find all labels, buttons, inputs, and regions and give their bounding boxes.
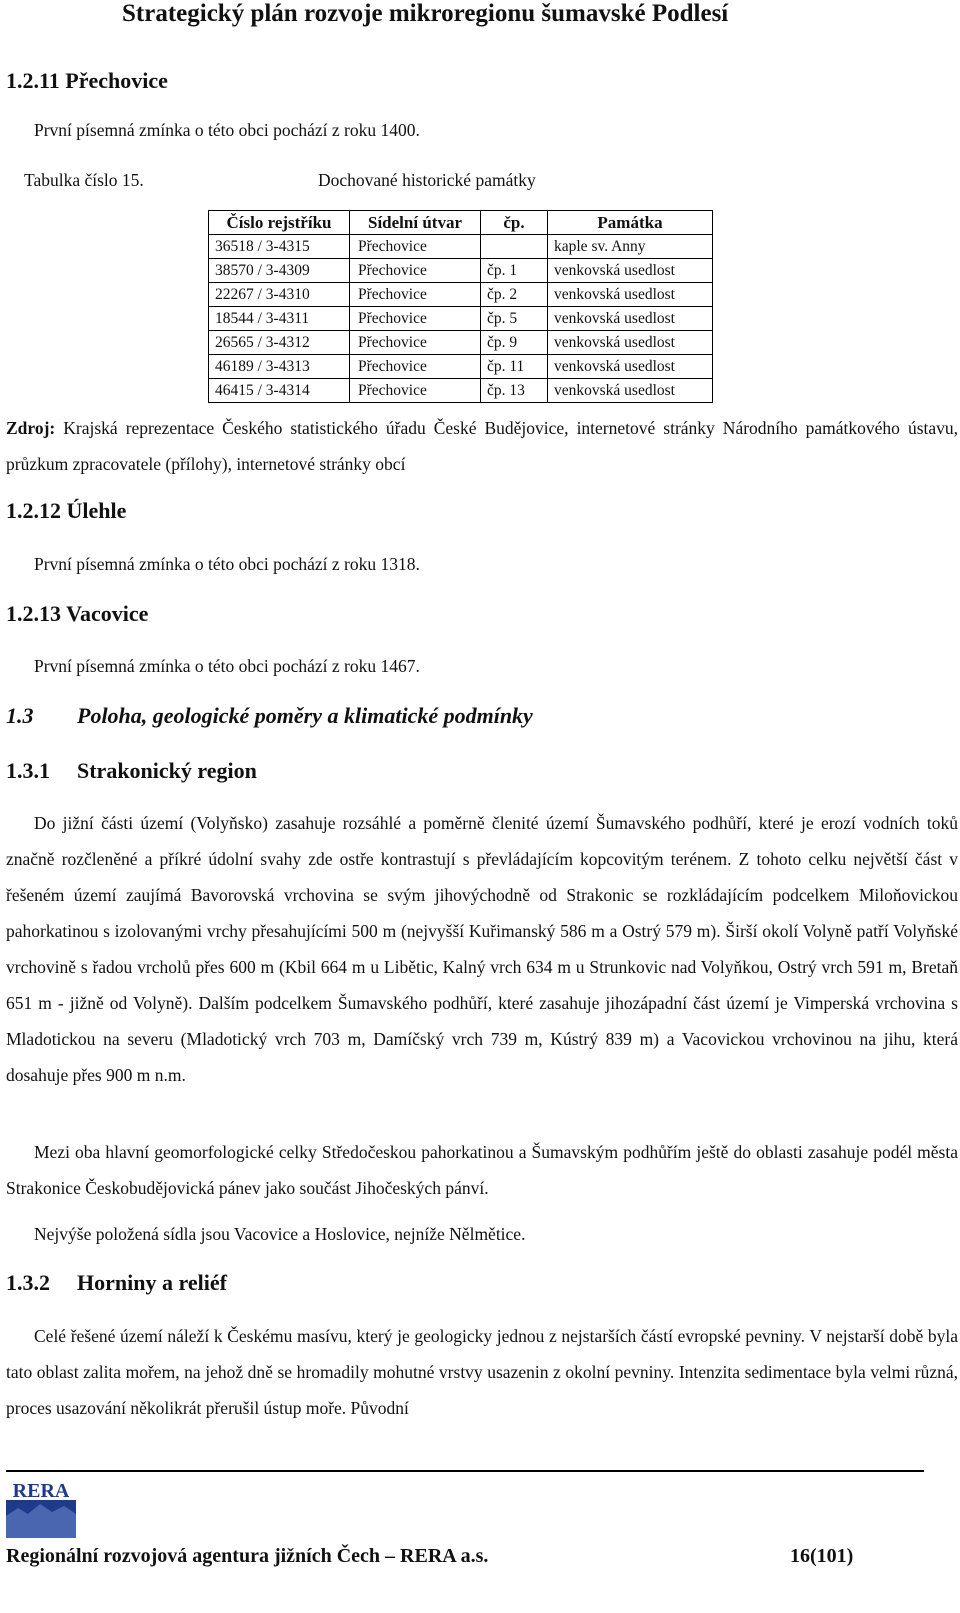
table-label: Tabulka číslo 15. xyxy=(24,170,144,190)
footer-divider xyxy=(6,1470,924,1472)
cell-register: 18544 / 3-4311 xyxy=(209,307,350,331)
table-row xyxy=(209,331,713,355)
paragraph-strakonice-region-1 xyxy=(6,805,958,1093)
heading-1-3-2-title: Horniny a reliéf xyxy=(77,1270,227,1295)
source-note xyxy=(6,410,958,482)
heading-1-3-number: 1.3 xyxy=(6,703,34,728)
paragraph-text: Mezi oba hlavní geomorfologické celky Středočeskou pahorkatinou a Šumavským podhůřím ještě do oblasti zasahuje podél města Strakonice Českobudějovická pánev jako součást Jihočeských pánví. xyxy=(6,1142,958,1198)
col-header-settlement: Sídelní útvar xyxy=(350,211,481,235)
table-row xyxy=(209,379,713,403)
rera-logo-text: RERA xyxy=(12,1480,70,1502)
col-header-cp: čp. xyxy=(481,211,548,235)
table-row xyxy=(209,355,713,379)
heading-1-2-12: 1.2.12 Úlehle xyxy=(6,498,127,523)
source-text: Krajská reprezentace Českého statistického úřadu České Budějovice, internetové stránky Národního památkového ústavu, průzkum zpracovatele (přílohy), internetové stránky obcí xyxy=(6,418,959,474)
cell-cp: čp. 11 xyxy=(481,355,548,379)
cell-monument: venkovská usedlost xyxy=(548,379,713,403)
heading-1-2-13: 1.2.13 Vacovice xyxy=(6,601,149,626)
table-row xyxy=(209,307,713,331)
footer-page-number: 16(101) xyxy=(790,1545,854,1567)
cell-settlement: Přechovice xyxy=(350,259,481,283)
cell-register: 38570 / 3-4309 xyxy=(209,259,350,283)
cell-monument: venkovská usedlost xyxy=(548,331,713,355)
monuments-table xyxy=(208,210,713,403)
cell-cp: čp. 1 xyxy=(481,259,548,283)
table-caption: Dochované historické památky xyxy=(318,170,536,190)
heading-1-3-1-title: Strakonický region xyxy=(77,758,257,783)
paragraph-strakonice-region-2 xyxy=(6,1134,958,1206)
cell-cp xyxy=(481,235,548,259)
cell-settlement: Přechovice xyxy=(350,307,481,331)
rera-logo xyxy=(6,1478,76,1538)
cell-monument: venkovská usedlost xyxy=(548,259,713,283)
cell-settlement: Přechovice xyxy=(350,283,481,307)
cell-cp: čp. 2 xyxy=(481,283,548,307)
cell-register: 36518 / 3-4315 xyxy=(209,235,350,259)
heading-1-3-2-number: 1.3.2 xyxy=(6,1270,50,1295)
paragraph-strakonice-region-3 xyxy=(6,1216,958,1252)
heading-1-3-1-number: 1.3.1 xyxy=(6,758,50,783)
cell-settlement: Přechovice xyxy=(350,331,481,355)
table-row xyxy=(209,283,713,307)
cell-monument: venkovská usedlost xyxy=(548,283,713,307)
table-header-row xyxy=(209,211,713,235)
cell-register: 22267 / 3-4310 xyxy=(209,283,350,307)
cell-settlement: Přechovice xyxy=(350,355,481,379)
col-header-monument: Památka xyxy=(548,211,713,235)
cell-settlement: Přechovice xyxy=(350,379,481,403)
table-row xyxy=(209,235,713,259)
paragraph-first-mention-ulehle: První písemná zmínka o této obci pochází z roku 1318. xyxy=(34,554,420,574)
col-header-register: Číslo rejstříku xyxy=(209,211,350,235)
cell-cp: čp. 9 xyxy=(481,331,548,355)
heading-1-2-11: 1.2.11 Přechovice xyxy=(6,68,168,93)
cell-monument: venkovská usedlost xyxy=(548,355,713,379)
cell-settlement: Přechovice xyxy=(350,235,481,259)
rera-logo-hills xyxy=(6,1504,76,1538)
paragraph-text: Nejvýše položená sídla jsou Vacovice a Hoslovice, nejníže Nělmětice. xyxy=(34,1224,526,1244)
heading-1-3-title: Poloha, geologické poměry a klimatické podmínky xyxy=(77,703,533,728)
table-row xyxy=(209,259,713,283)
cell-register: 26565 / 3-4312 xyxy=(209,331,350,355)
paragraph-text: Celé řešené území náleží k Českému masívu, který je geologicky jednou z nejstarších částí evropské pevniny. V nejstarší době byla tato oblast zalita mořem, na jehož dně se hromadily mohutné vrstvy usazenin z okolní pevniny. Intenzita sedimentace byla velmi různá, proces usazování několikrát přerušil ústup moře. Původní xyxy=(6,1326,958,1418)
cell-monument: kaple sv. Anny xyxy=(548,235,713,259)
cell-cp: čp. 13 xyxy=(481,379,548,403)
paragraph-rocks-relief xyxy=(6,1318,958,1426)
cell-register: 46415 / 3-4314 xyxy=(209,379,350,403)
cell-cp: čp. 5 xyxy=(481,307,548,331)
source-label: Zdroj: xyxy=(6,418,56,438)
cell-monument: venkovská usedlost xyxy=(548,307,713,331)
footer-organization: Regionální rozvojová agentura jižních Čech – RERA a.s. xyxy=(6,1545,489,1567)
paragraph-text: Do jižní části území (Volyňsko) zasahuje rozsáhlé a poměrně členité území Šumavského podhůří, které je erozí vodních toků značně rozčleněné a příkré údolní svahy zde ostře kontrastují s převládajícím kopcovitým terénem. Z tohoto celku největší část v řešeném území zaujímá Bavorovská vrchovina se svým jihovýchodně od Strakonic se rozkládajícím podcelkem Miloňovickou pahorkatinou s izolovanými vrchy přesahujícími 500 m (nejvyšší Kuřimanský 586 m a Ostrý 579 m). Širší okolí Volyně patří Volyňské vrchovině s řadou vrcholů přes 600 m (Kbil 664 m u Libětic, Kalný vrch 634 m u Strunkovic nad Volyňkou, Ostrý vrch 591 m, Bretaň 651 m - jižně od Volyně). Dalším podcelkem Šumavského podhůří, které zasahuje jihozápadní část území je Vimperská vrchovina s Mladotickou na severu (Mladotický vrch 703 m, Damíčský vrch 739 m, Kústrý 839 m) a Vacovickou vrchovinou na jihu, která dosahuje přes 900 m n.m. xyxy=(6,813,958,1085)
paragraph-first-mention-vacovice: První písemná zmínka o této obci pochází z roku 1467. xyxy=(34,656,420,676)
page-header-title: Strategický plán rozvoje mikroregionu šumavské Podlesí xyxy=(122,0,729,27)
cell-register: 46189 / 3-4313 xyxy=(209,355,350,379)
paragraph-first-mention-prechovice: První písemná zmínka o této obci pochází z roku 1400. xyxy=(34,120,420,140)
